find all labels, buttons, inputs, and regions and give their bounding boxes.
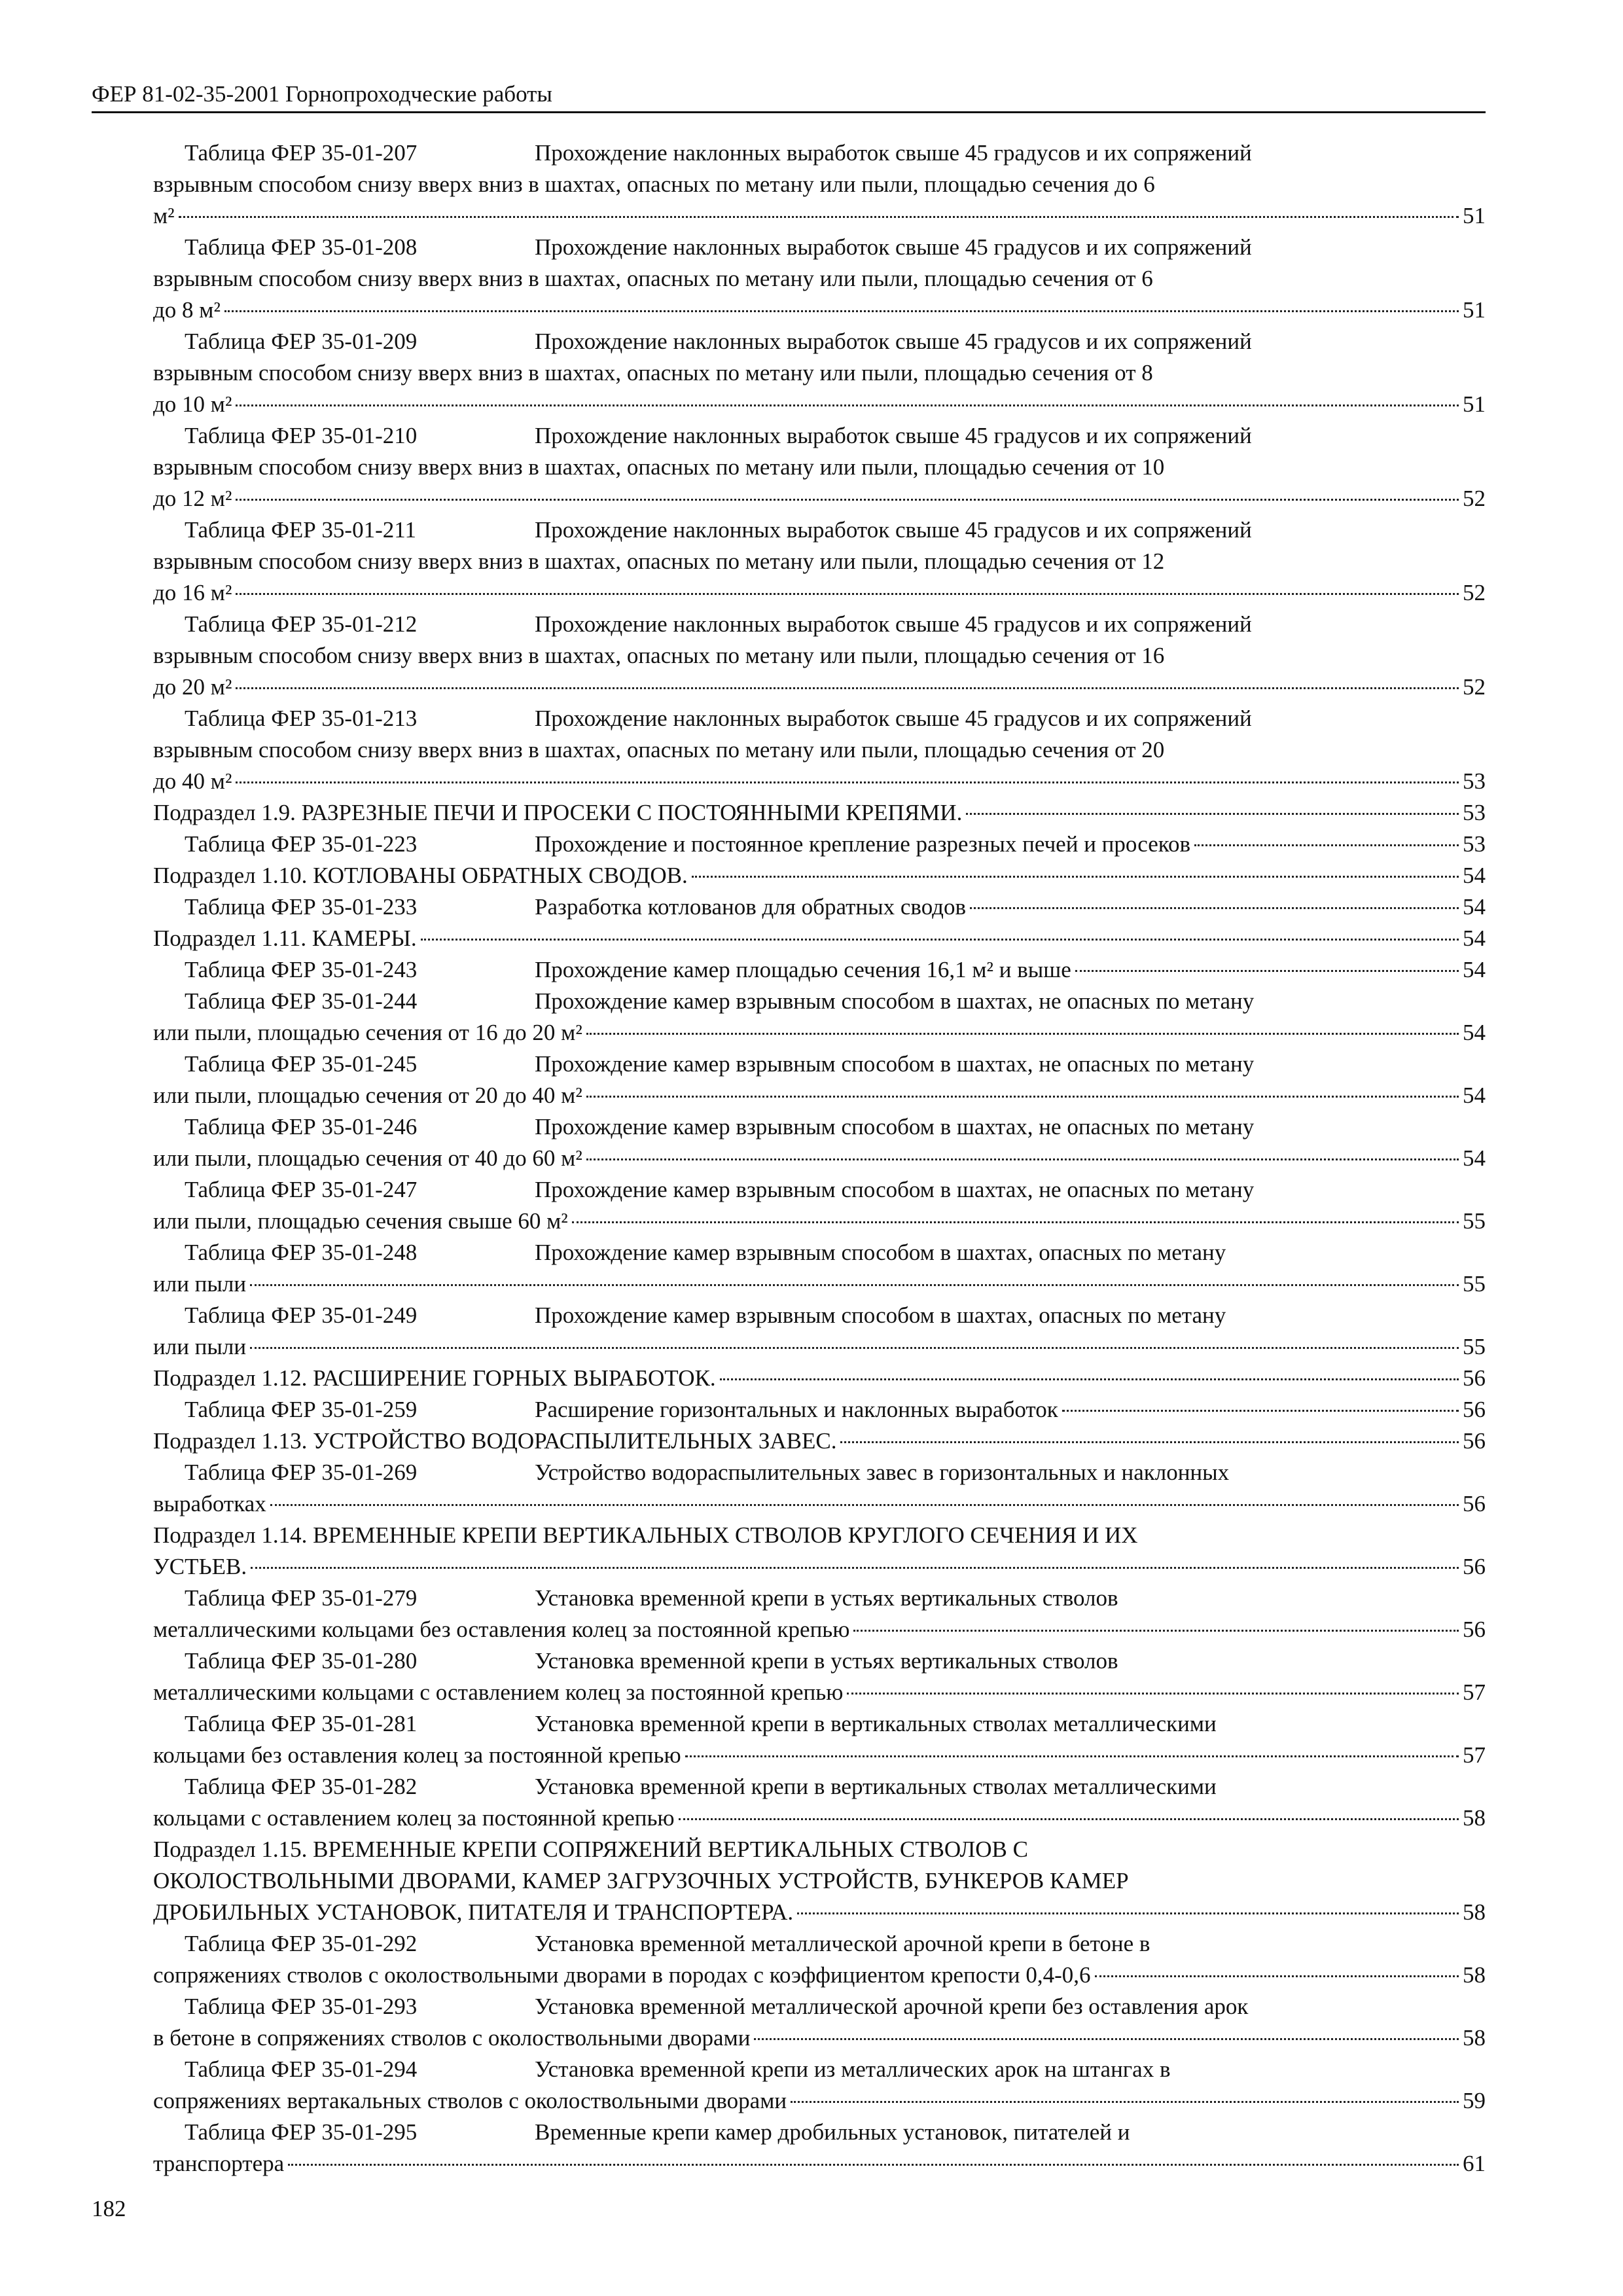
page-ref: 56	[1463, 1491, 1486, 1516]
entry-title: Прохождение камер взрывным способом в шахтах, не опасных по метану	[535, 1177, 1255, 1202]
toc-table-entry[interactable]	[153, 1394, 1486, 1426]
entry-title: Устройство водораспылительных завес в горизонтальных и наклонных	[535, 1460, 1230, 1485]
dot-leader	[1194, 844, 1459, 846]
entry-title: Расширение горизонтальных и наклонных выработок	[535, 1397, 1058, 1422]
page-ref: 55	[1463, 1334, 1486, 1359]
entry-title: или пыли, площадью сечения свыше 60 м²	[153, 1208, 568, 1234]
dot-leader	[236, 781, 1459, 783]
dot-leader	[1095, 1975, 1459, 1977]
toc-subsection[interactable]	[153, 797, 1486, 829]
table-label: Таблица ФЕР 35-01-233	[185, 894, 418, 920]
dot-leader	[236, 687, 1459, 689]
page-ref: 56	[1463, 1428, 1486, 1454]
page-ref: 54	[1463, 894, 1486, 920]
toc-subsection[interactable]	[153, 860, 1486, 891]
entry-title: Подраздел 1.10. КОТЛОВАНЫ ОБРАТНЫХ СВОДОВ.	[153, 863, 688, 888]
toc-table-entry[interactable]	[153, 1457, 1486, 1520]
entry-title: ДРОБИЛЬНЫХ УСТАНОВОК, ПИТАТЕЛЯ И ТРАНСПОРТЕРА.	[153, 1899, 794, 1925]
dot-leader	[692, 876, 1459, 878]
entry-title: Прохождение камер взрывным способом в шахтах, опасных по метану	[535, 1240, 1226, 1265]
dot-leader	[586, 1158, 1459, 1160]
entry-title: Прохождение камер взрывным способом в шахтах, не опасных по метану	[535, 988, 1255, 1014]
dot-leader	[586, 1033, 1459, 1035]
page-ref: 54	[1463, 957, 1486, 982]
entry-title: в бетоне в сопряжениях стволов с околоствольными дворами	[153, 2025, 751, 2051]
toc-table-entry[interactable]	[153, 1928, 1486, 1991]
entry-title: до 40 м²	[153, 768, 232, 794]
entry-title: Разработка котлованов для обратных сводов	[535, 894, 967, 920]
table-label: Таблица ФЕР 35-01-294	[185, 2056, 418, 2082]
toc-table-entry[interactable]	[153, 420, 1486, 514]
page-ref: 55	[1463, 1208, 1486, 1234]
table-label: Таблица ФЕР 35-01-247	[185, 1177, 418, 1202]
dot-leader	[1075, 970, 1459, 972]
toc-table-entry[interactable]	[153, 1708, 1486, 1771]
page-ref: 54	[1463, 863, 1486, 888]
entry-title: выработках	[153, 1491, 266, 1516]
page-ref: 52	[1463, 486, 1486, 511]
dot-leader	[224, 310, 1459, 312]
toc-table-entry[interactable]	[153, 137, 1486, 232]
page-ref: 54	[1463, 925, 1486, 951]
entry-title: Прохождение наклонных выработок свыше 45 градусов и их сопряжений	[535, 706, 1252, 731]
entry-title: Установка временной крепи в устьях вертикальных стволов	[535, 1585, 1118, 1611]
toc-table-entry[interactable]	[153, 1237, 1486, 1300]
entry-title: до 12 м²	[153, 486, 232, 511]
table-label: Таблица ФЕР 35-01-295	[185, 2119, 418, 2145]
page-ref: 51	[1463, 203, 1486, 228]
entry-title: кольцами с оставлением колец за постоянной крепью	[153, 1805, 675, 1831]
table-label: Таблица ФЕР 35-01-293	[185, 1994, 418, 2019]
entry-title: кольцами без оставления колец за постоянной крепью	[153, 1742, 681, 1768]
entry-title-continued: Подраздел 1.15. ВРЕМЕННЫЕ КРЕПИ СОПРЯЖЕНИЙ ВЕРТИКАЛЬНЫХ СТВОЛОВ С	[153, 1837, 1028, 1862]
table-label: Таблица ФЕР 35-01-279	[185, 1585, 418, 1611]
entry-title: Прохождение наклонных выработок свыше 45 градусов и их сопряжений	[535, 329, 1252, 354]
page-ref: 52	[1463, 674, 1486, 700]
dot-leader	[236, 593, 1459, 595]
entry-title: сопряжениях стволов с околоствольными дворами в породах с коэффициентом крепости 0,4-0,6	[153, 1962, 1091, 1988]
entry-title: Прохождение камер взрывным способом в шахтах, опасных по метану	[535, 1302, 1226, 1328]
toc-table-entry[interactable]	[153, 232, 1486, 326]
toc-table-entry[interactable]	[153, 1111, 1486, 1174]
table-label: Таблица ФЕР 35-01-245	[185, 1051, 418, 1077]
toc-table-entry[interactable]	[153, 986, 1486, 1049]
entry-title: Установка временной металлической арочной крепи в бетоне в	[535, 1931, 1150, 1956]
toc-table-entry[interactable]	[153, 609, 1486, 703]
dot-leader	[685, 1755, 1459, 1757]
toc-table-entry[interactable]	[153, 703, 1486, 797]
table-label: Таблица ФЕР 35-01-211	[185, 517, 416, 543]
toc-subsection[interactable]	[153, 1520, 1486, 1583]
table-label: Таблица ФЕР 35-01-243	[185, 957, 418, 982]
table-label: Таблица ФЕР 35-01-210	[185, 423, 418, 448]
page-ref: 58	[1463, 2025, 1486, 2051]
entry-title: Подраздел 1.11. КАМЕРЫ.	[153, 925, 417, 951]
toc-subsection[interactable]	[153, 1426, 1486, 1457]
toc-table-entry[interactable]	[153, 829, 1486, 860]
table-label: Таблица ФЕР 35-01-207	[185, 140, 418, 166]
toc-table-entry[interactable]	[153, 1645, 1486, 1708]
dot-leader	[840, 1441, 1459, 1443]
toc-table-entry[interactable]	[153, 326, 1486, 420]
page-ref: 56	[1463, 1617, 1486, 1642]
dot-leader	[970, 907, 1459, 909]
table-label: Таблица ФЕР 35-01-249	[185, 1302, 418, 1328]
entry-title-continued: взрывным способом снизу вверх вниз в шахтах, опасных по метану или пыли, площадью сечения до 6	[153, 171, 1155, 197]
entry-title-continued: взрывным способом снизу вверх вниз в шахтах, опасных по метану или пыли, площадью сечения от 8	[153, 360, 1153, 386]
toc-subsection[interactable]	[153, 923, 1486, 954]
entry-title: Прохождение наклонных выработок свыше 45 градусов и их сопряжений	[535, 611, 1252, 637]
table-label: Таблица ФЕР 35-01-212	[185, 611, 418, 637]
table-label: Таблица ФЕР 35-01-269	[185, 1460, 418, 1485]
toc-table-entry[interactable]	[153, 1583, 1486, 1645]
entry-title: сопряжениях вертакальных стволов с околоствольными дворами	[153, 2088, 787, 2113]
dot-leader	[720, 1378, 1459, 1380]
entry-title-continued: взрывным способом снизу вверх вниз в шахтах, опасных по метану или пыли, площадью сечения от 16	[153, 643, 1165, 668]
toc-table-entry[interactable]	[153, 2054, 1486, 2117]
dot-leader	[250, 1347, 1459, 1349]
entry-title: Подраздел 1.13. УСТРОЙСТВО ВОДОРАСПЫЛИТЕЛЬНЫХ ЗАВЕС.	[153, 1428, 837, 1454]
entry-title: или пыли, площадью сечения от 16 до 20 м²	[153, 1020, 582, 1045]
dot-leader	[791, 2101, 1459, 2103]
table-label: Таблица ФЕР 35-01-244	[185, 988, 418, 1014]
page-ref: 55	[1463, 1271, 1486, 1297]
table-label: Таблица ФЕР 35-01-246	[185, 1114, 418, 1139]
page-ref: 57	[1463, 1742, 1486, 1768]
dot-leader	[236, 404, 1459, 406]
entry-title: Установка временной металлической арочной крепи без оставления арок	[535, 1994, 1249, 2019]
dot-leader	[236, 499, 1459, 501]
dot-leader	[250, 1284, 1459, 1286]
dot-leader	[679, 1818, 1459, 1820]
dot-leader	[966, 813, 1459, 815]
toc-table-entry[interactable]	[153, 1300, 1486, 1363]
entry-title-continued: взрывным способом снизу вверх вниз в шахтах, опасных по метану или пыли, площадью сечения от 6	[153, 266, 1153, 291]
table-label: Таблица ФЕР 35-01-259	[185, 1397, 418, 1422]
page-ref: 53	[1463, 768, 1486, 794]
entry-title: или пыли, площадью сечения от 40 до 60 м²	[153, 1145, 582, 1171]
entry-title: Подраздел 1.9. РАЗРЕЗНЫЕ ПЕЧИ И ПРОСЕКИ С ПОСТОЯННЫМИ КРЕПЯМИ.	[153, 800, 963, 825]
table-of-contents	[153, 137, 1486, 2179]
entry-title: или пыли	[153, 1271, 247, 1297]
page-ref: 56	[1463, 1554, 1486, 1579]
entry-title: Установка временной крепи в вертикальных стволах металлическими	[535, 1774, 1217, 1799]
table-label: Таблица ФЕР 35-01-209	[185, 329, 418, 354]
dot-leader	[251, 1567, 1459, 1569]
page-ref: 58	[1463, 1899, 1486, 1925]
toc-table-entry[interactable]	[153, 891, 1486, 923]
entry-title: металлическими кольцами с оставлением колец за постоянной крепью	[153, 1679, 844, 1705]
entry-title: Прохождение камер взрывным способом в шахтах, не опасных по метану	[535, 1114, 1255, 1139]
entry-title: или пыли, площадью сечения от 20 до 40 м²	[153, 1083, 582, 1108]
entry-title: Подраздел 1.12. РАСШИРЕНИЕ ГОРНЫХ ВЫРАБОТОК.	[153, 1365, 716, 1391]
dot-leader	[179, 216, 1459, 218]
table-label: Таблица ФЕР 35-01-248	[185, 1240, 418, 1265]
page-ref: 51	[1463, 297, 1486, 323]
table-label: Таблица ФЕР 35-01-280	[185, 1648, 418, 1674]
dot-leader	[1062, 1410, 1459, 1412]
entry-title: Прохождение камер взрывным способом в шахтах, не опасных по метану	[535, 1051, 1255, 1077]
entry-title-continued: взрывным способом снизу вверх вниз в шахтах, опасных по метану или пыли, площадью сечения от 12	[153, 548, 1165, 574]
dot-leader	[270, 1504, 1459, 1506]
page-ref: 53	[1463, 831, 1486, 857]
page-ref: 59	[1463, 2088, 1486, 2113]
entry-title: м²	[153, 203, 175, 228]
page-ref: 58	[1463, 1962, 1486, 1988]
page-ref: 56	[1463, 1365, 1486, 1391]
toc-table-entry[interactable]	[153, 1049, 1486, 1111]
toc-subsection[interactable]	[153, 1834, 1486, 1928]
table-label: Таблица ФЕР 35-01-213	[185, 706, 418, 731]
entry-title: до 20 м²	[153, 674, 232, 700]
page-ref: 58	[1463, 1805, 1486, 1831]
entry-title: до 8 м²	[153, 297, 221, 323]
entry-title: Установка временной крепи в вертикальных стволах металлическими	[535, 1711, 1217, 1736]
dot-leader	[797, 1912, 1459, 1914]
table-label: Таблица ФЕР 35-01-281	[185, 1711, 418, 1736]
entry-title: Прохождение наклонных выработок свыше 45 градусов и их сопряжений	[535, 234, 1252, 260]
toc-table-entry[interactable]	[153, 2117, 1486, 2179]
entry-title-continued: взрывным способом снизу вверх вниз в шахтах, опасных по метану или пыли, площадью сечения от 10	[153, 454, 1165, 480]
running-header: ФЕР 81-02-35-2001 Горнопроходческие работы	[92, 79, 1486, 113]
dot-leader	[754, 2038, 1459, 2040]
entry-title: до 16 м²	[153, 580, 232, 605]
dot-leader	[288, 2164, 1459, 2166]
entry-title: металлическими кольцами без оставления колец за постоянной крепью	[153, 1617, 850, 1642]
page-ref: 57	[1463, 1679, 1486, 1705]
entry-title: Прохождение камер площадью сечения 16,1 м² и выше	[535, 957, 1071, 982]
toc-subsection[interactable]	[153, 1363, 1486, 1394]
entry-title-continued: Подраздел 1.14. ВРЕМЕННЫЕ КРЕПИ ВЕРТИКАЛЬНЫХ СТВОЛОВ КРУГЛОГО СЕЧЕНИЯ И ИХ	[153, 1522, 1138, 1548]
page-ref: 54	[1463, 1020, 1486, 1045]
entry-title-continued: взрывным способом снизу вверх вниз в шахтах, опасных по метану или пыли, площадью сечения от 20	[153, 737, 1165, 762]
toc-table-entry[interactable]	[153, 954, 1486, 986]
page-ref: 54	[1463, 1083, 1486, 1108]
dot-leader	[572, 1221, 1459, 1223]
page-ref: 54	[1463, 1145, 1486, 1171]
entry-title: УСТЬЕВ.	[153, 1554, 247, 1579]
toc-table-entry[interactable]	[153, 1771, 1486, 1834]
entry-title-continued: ОКОЛОСТВОЛЬНЫМИ ДВОРАМИ, КАМЕР ЗАГРУЗОЧНЫХ УСТРОЙСТВ, БУНКЕРОВ КАМЕР	[153, 1868, 1129, 1893]
entry-title: Установка временной крепи из металлических арок на штангах в	[535, 2056, 1171, 2082]
toc-table-entry[interactable]	[153, 514, 1486, 609]
entry-title: Прохождение наклонных выработок свыше 45 градусов и их сопряжений	[535, 140, 1252, 166]
page-ref: 52	[1463, 580, 1486, 605]
table-label: Таблица ФЕР 35-01-208	[185, 234, 418, 260]
dot-leader	[421, 939, 1459, 941]
entry-title: Прохождение и постоянное крепление разрезных печей и просеков	[535, 831, 1191, 857]
page-ref: 51	[1463, 391, 1486, 417]
table-label: Таблица ФЕР 35-01-223	[185, 831, 418, 857]
table-label: Таблица ФЕР 35-01-292	[185, 1931, 418, 1956]
dot-leader	[586, 1096, 1459, 1098]
toc-table-entry[interactable]	[153, 1174, 1486, 1237]
page-ref: 61	[1463, 2151, 1486, 2176]
entry-title: транспортера	[153, 2151, 285, 2176]
dot-leader	[853, 1630, 1459, 1632]
page-ref: 53	[1463, 800, 1486, 825]
entry-title: до 10 м²	[153, 391, 232, 417]
page-number: 182	[92, 2196, 126, 2221]
entry-title: Прохождение наклонных выработок свыше 45 градусов и их сопряжений	[535, 423, 1252, 448]
entry-title: или пыли	[153, 1334, 247, 1359]
page-ref: 56	[1463, 1397, 1486, 1422]
entry-title: Временные крепи камер дробильных установок, питателей и	[535, 2119, 1130, 2145]
dot-leader	[847, 1693, 1459, 1695]
entry-title: Прохождение наклонных выработок свыше 45 градусов и их сопряжений	[535, 517, 1252, 543]
table-label: Таблица ФЕР 35-01-282	[185, 1774, 418, 1799]
toc-table-entry[interactable]	[153, 1991, 1486, 2054]
entry-title: Установка временной крепи в устьях вертикальных стволов	[535, 1648, 1118, 1674]
